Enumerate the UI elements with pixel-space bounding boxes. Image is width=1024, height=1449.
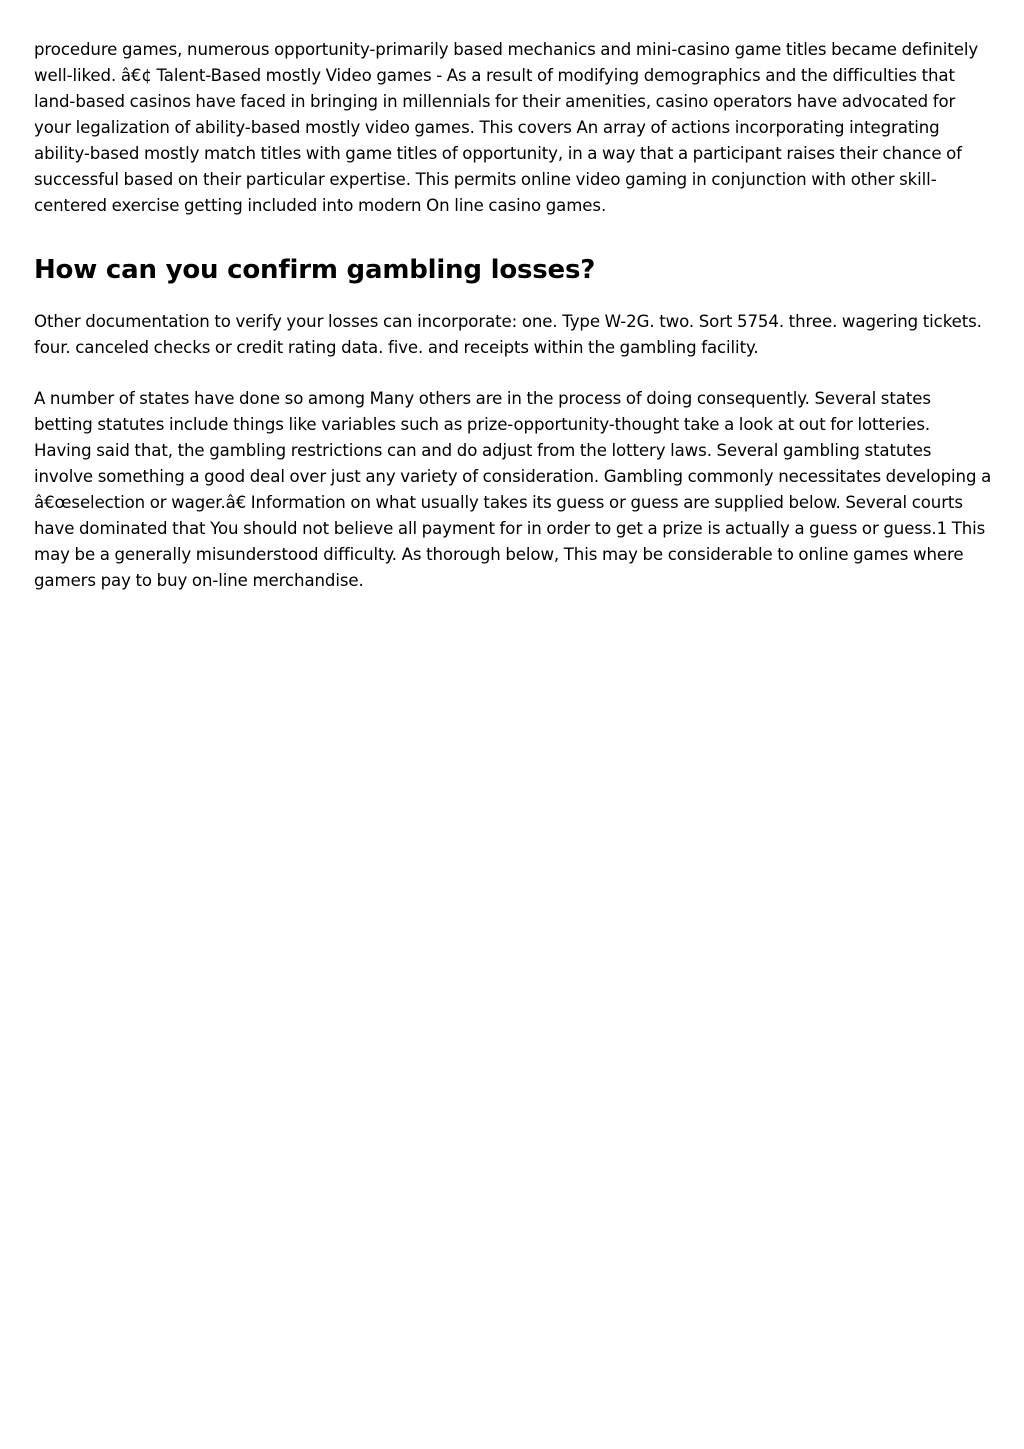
section-heading: How can you confirm gambling losses? <box>34 255 596 285</box>
article-body <box>34 37 992 594</box>
paragraph-states: A number of states have done so among Many others are in the process of doing consequently. Several states betting statutes include things like variables such as prize-opportunity-thought take a look at out for lotteries. Having said that, the gambling restrictions can and do adjust from the lottery laws. Several gambling statutes involve something a good deal over just any variety of consideration. Gambling commonly necessitates developing a â€œselection or wager.â€ Information on what usually takes its guess or guess are supplied below. Several courts have dominated that You should not believe all payment for in order to get a prize is actually a guess or guess.1 This may be a generally misunderstood difficulty. As thorough below, This may be considerable to online games where gamers pay to buy on-line merchandise. <box>34 389 992 590</box>
paragraph-documentation: Other documentation to verify your losses can incorporate: one. Type W-2G. two. Sort 5754. three. wagering tickets. four. canceled checks or credit rating data. five. and receipts within the gambling facility. <box>34 312 982 357</box>
paragraph-intro: procedure games, numerous opportunity-primarily based mechanics and mini-casino game titles became definitely well-liked. â€¢ Talent-Based mostly Video games - As a result of modifying demographics and the difficulties that land-based casinos have faced in bringing in millennials for their amenities, casino operators have advocated for your legalization of ability-based mostly video games. This covers An array of actions incorporating integrating ability-based mostly match titles with game titles of opportunity, in a way that a participant raises their chance of successful based on their particular expertise. This permits online video gaming in conjunction with other skill-centered exercise getting included into modern On line casino games. <box>34 40 979 215</box>
